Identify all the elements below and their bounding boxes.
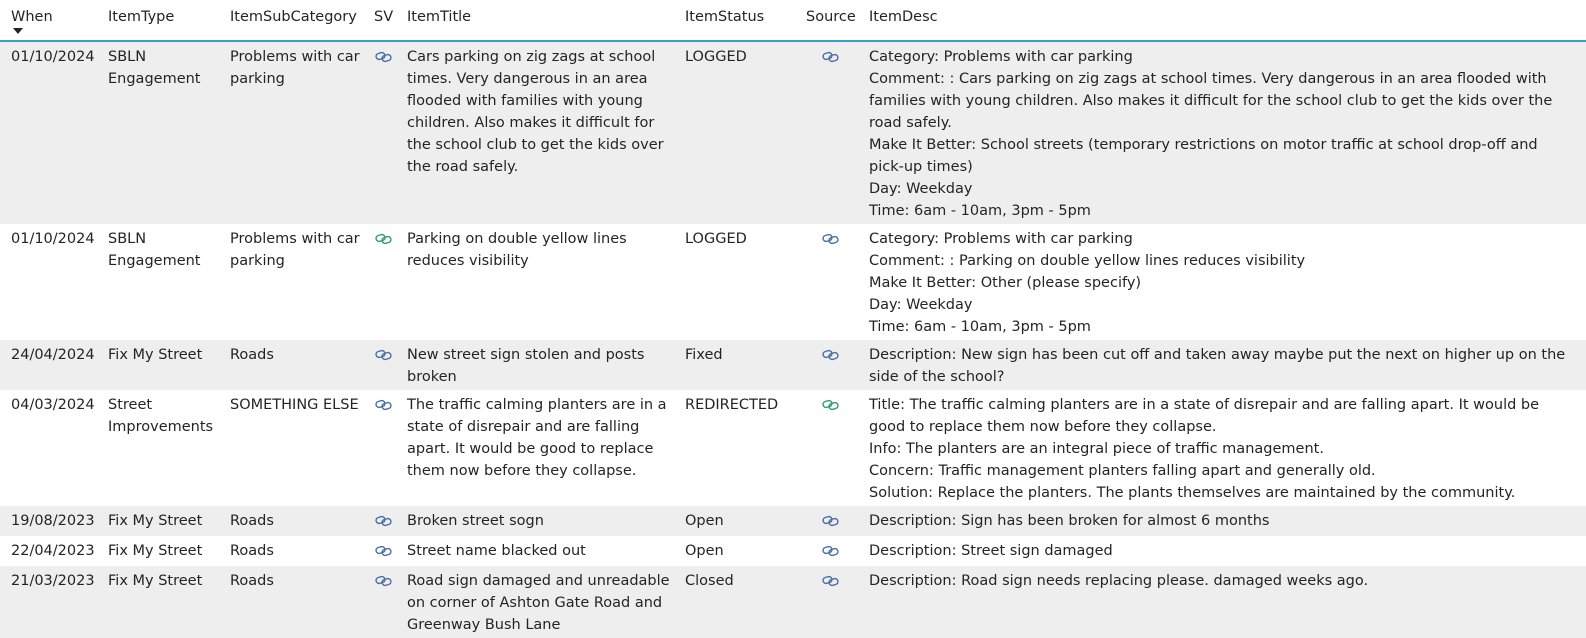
cell-sv xyxy=(363,566,396,638)
cell-line: Comment: : Parking on double yellow lines reduces visibility xyxy=(869,253,1306,269)
cell-line: Make It Better: School streets (temporary restrictions on motor traffic at school drop-off and xyxy=(869,137,1538,153)
cell-line: Roads xyxy=(230,347,274,363)
cell-source xyxy=(795,536,858,566)
cell-line: state of disrepair and are falling xyxy=(407,419,640,435)
cell-line: The traffic calming planters are in a xyxy=(407,397,667,413)
cell-line: Road sign damaged and unreadable xyxy=(407,573,670,589)
cell-line: Parking on double yellow lines xyxy=(407,231,627,247)
cell-itemtitle xyxy=(396,506,674,536)
cell-line: parking xyxy=(230,71,285,87)
cell-line: apart. It would be good to replace xyxy=(407,441,654,457)
cell-itemsubcategory xyxy=(219,566,363,638)
cell-when: 21/03/2023 xyxy=(0,566,97,638)
cell-itemdesc xyxy=(858,566,1586,638)
cell-line: Category: Problems with car parking xyxy=(869,49,1133,65)
cell-line: Time: 6am - 10am, 3pm - 5pm xyxy=(869,319,1091,335)
link-icon[interactable] xyxy=(375,575,393,587)
cell-itemtitle xyxy=(396,390,674,506)
table-row xyxy=(0,536,1586,566)
column-header-label: ItemTitle xyxy=(407,9,472,25)
cell-line: Comment: : Cars parking on zig zags at school times. Very dangerous in an area flooded with xyxy=(869,71,1547,87)
cell-itemstatus: Open xyxy=(674,506,795,536)
link-icon[interactable] xyxy=(375,349,393,361)
cell-source xyxy=(795,41,858,224)
cell-line: Roads xyxy=(230,513,274,529)
cell-itemstatus: Open xyxy=(674,536,795,566)
cell-itemdesc xyxy=(858,506,1586,536)
cell-line: Description: New sign has been cut off and taken away maybe put the next on higher up on the xyxy=(869,347,1566,363)
cell-source xyxy=(795,506,858,536)
cell-line: Fix My Street xyxy=(108,573,203,589)
cell-itemtype xyxy=(97,41,219,224)
cell-itemsubcategory xyxy=(219,224,363,340)
cell-line: Make It Better: Other (please specify) xyxy=(869,275,1142,291)
cell-itemtype xyxy=(97,536,219,566)
cell-line: Engagement xyxy=(108,71,201,87)
cell-when: 01/10/2024 xyxy=(0,41,97,224)
cell-line: on corner of Ashton Gate Road and xyxy=(407,595,663,611)
cell-line: Cars parking on zig zags at school xyxy=(407,49,656,65)
column-header-label: ItemSubCategory xyxy=(230,9,357,25)
cell-sv xyxy=(363,506,396,536)
cell-itemstatus: LOGGED xyxy=(674,224,795,340)
cell-line: Fix My Street xyxy=(108,513,203,529)
table-row xyxy=(0,340,1586,390)
cell-line: SOMETHING ELSE xyxy=(230,397,359,413)
cell-itemdesc xyxy=(858,340,1586,390)
cell-line: Concern: Traffic management planters falling apart and generally old. xyxy=(869,463,1376,479)
link-icon[interactable] xyxy=(375,233,393,245)
cell-itemtype xyxy=(97,340,219,390)
cell-line: Title: The traffic calming planters are in a state of disrepair and are falling apart. It would be xyxy=(869,397,1540,413)
cell-line: Category: Problems with car parking xyxy=(869,231,1133,247)
sort-descending-icon[interactable] xyxy=(13,28,23,34)
cell-itemtitle xyxy=(396,536,674,566)
cell-line: SBLN xyxy=(108,49,147,65)
cell-itemtype xyxy=(97,390,219,506)
column-header-label: ItemStatus xyxy=(685,9,765,25)
cell-itemsubcategory xyxy=(219,41,363,224)
cell-when: 01/10/2024 xyxy=(0,224,97,340)
cell-sv xyxy=(363,41,396,224)
column-header-itemstatus[interactable] xyxy=(674,0,795,41)
cell-source xyxy=(795,224,858,340)
link-icon[interactable] xyxy=(375,399,393,411)
cell-line: Fix My Street xyxy=(108,543,203,559)
cell-when: 22/04/2023 xyxy=(0,536,97,566)
link-icon[interactable] xyxy=(822,515,840,527)
cell-sv xyxy=(363,390,396,506)
column-header-itemtitle[interactable] xyxy=(396,0,674,41)
cell-when: 19/08/2023 xyxy=(0,506,97,536)
column-header-label: SV xyxy=(374,9,394,25)
link-icon[interactable] xyxy=(375,51,393,63)
link-icon[interactable] xyxy=(375,515,393,527)
table-row xyxy=(0,566,1586,638)
cell-itemsubcategory xyxy=(219,340,363,390)
table-row xyxy=(0,506,1586,536)
cell-itemsubcategory xyxy=(219,536,363,566)
cell-line: Broken street sogn xyxy=(407,513,544,529)
cell-itemstatus: Closed xyxy=(674,566,795,638)
table-row xyxy=(0,41,1586,224)
cell-itemdesc xyxy=(858,41,1586,224)
cell-line: the school club to get the kids over xyxy=(407,137,664,153)
cell-itemsubcategory xyxy=(219,390,363,506)
cell-line: reduces visibility xyxy=(407,253,529,269)
cell-line: Street xyxy=(108,397,153,413)
link-icon[interactable] xyxy=(822,575,840,587)
cell-itemstatus: REDIRECTED xyxy=(674,390,795,506)
cell-itemtype xyxy=(97,224,219,340)
column-header-label: ItemType xyxy=(108,9,175,25)
cell-line: Description: Road sign needs replacing please. damaged weeks ago. xyxy=(869,573,1369,589)
cell-line: broken xyxy=(407,369,457,385)
link-icon[interactable] xyxy=(822,545,840,557)
cell-line: Greenway Bush Lane xyxy=(407,617,561,633)
cell-line: children. Also makes it difficult for xyxy=(407,115,655,131)
cell-itemstatus: LOGGED xyxy=(674,41,795,224)
cell-sv xyxy=(363,340,396,390)
cell-line: Time: 6am - 10am, 3pm - 5pm xyxy=(869,203,1091,219)
cell-sv xyxy=(363,224,396,340)
link-icon[interactable] xyxy=(822,349,840,361)
column-header-source[interactable] xyxy=(795,0,858,41)
cell-line: Engagement xyxy=(108,253,201,269)
cell-line: pick-up times) xyxy=(869,159,973,175)
cell-line: Description: Street sign damaged xyxy=(869,543,1113,559)
column-header-itemtype[interactable] xyxy=(97,0,219,41)
cell-line: parking xyxy=(230,253,285,269)
cell-itemstatus: Fixed xyxy=(674,340,795,390)
cell-itemtitle xyxy=(396,566,674,638)
cell-source xyxy=(795,566,858,638)
cell-when: 24/04/2024 xyxy=(0,340,97,390)
table-body xyxy=(0,41,1586,638)
link-icon[interactable] xyxy=(822,233,840,245)
cell-itemdesc xyxy=(858,390,1586,506)
column-header-itemdesc[interactable] xyxy=(858,0,1586,41)
column-header-sv[interactable] xyxy=(363,0,396,41)
cell-itemsubcategory xyxy=(219,506,363,536)
cell-source xyxy=(795,390,858,506)
cell-line: Problems with car xyxy=(230,49,360,65)
cell-line: Day: Weekday xyxy=(869,181,973,197)
cell-line: them now before they collapse. xyxy=(407,463,637,479)
cell-line: Description: Sign has been broken for almost 6 months xyxy=(869,513,1270,529)
cell-source xyxy=(795,340,858,390)
cell-line: Solution: Replace the planters. The plants themselves are maintained by the community. xyxy=(869,485,1516,501)
cell-line: Problems with car xyxy=(230,231,360,247)
cell-itemtype xyxy=(97,506,219,536)
column-header-label: ItemDesc xyxy=(869,9,938,25)
cell-line: Street name blacked out xyxy=(407,543,586,559)
cell-itemtype xyxy=(97,566,219,638)
cell-when: 04/03/2024 xyxy=(0,390,97,506)
cell-line: Info: The planters are an integral piece of traffic management. xyxy=(869,441,1324,457)
link-icon[interactable] xyxy=(375,545,393,557)
cell-line: road safely. xyxy=(869,115,952,131)
cell-line: Improvements xyxy=(108,419,214,435)
cell-line: the road safely. xyxy=(407,159,519,175)
column-header-label: Source xyxy=(806,9,856,25)
cell-itemtitle xyxy=(396,340,674,390)
cell-itemdesc xyxy=(858,224,1586,340)
cell-line: families with young children. Also makes it difficult for the school club to get the kids over the xyxy=(869,93,1553,109)
table-row xyxy=(0,224,1586,340)
link-icon[interactable] xyxy=(822,399,840,411)
cell-line: times. Very dangerous in an area xyxy=(407,71,648,87)
cell-line: Roads xyxy=(230,543,274,559)
cell-line: Roads xyxy=(230,573,274,589)
cell-line: good to replace them now before they collapse. xyxy=(869,419,1217,435)
cell-line: side of the school? xyxy=(869,369,1005,385)
cell-itemtitle xyxy=(396,41,674,224)
table-row xyxy=(0,390,1586,506)
cell-line: New street sign stolen and posts xyxy=(407,347,645,363)
cell-line: SBLN xyxy=(108,231,147,247)
column-header-itemsubcategory[interactable] xyxy=(219,0,363,41)
cell-sv xyxy=(363,536,396,566)
cell-line: Day: Weekday xyxy=(869,297,973,313)
cell-itemdesc xyxy=(858,536,1586,566)
column-header-label: When xyxy=(11,9,53,25)
column-header-when[interactable] xyxy=(0,0,97,41)
cell-itemtitle xyxy=(396,224,674,340)
link-icon[interactable] xyxy=(822,51,840,63)
header-row xyxy=(0,0,1586,41)
cell-line: flooded with families with young xyxy=(407,93,643,109)
cell-line: Fix My Street xyxy=(108,347,203,363)
